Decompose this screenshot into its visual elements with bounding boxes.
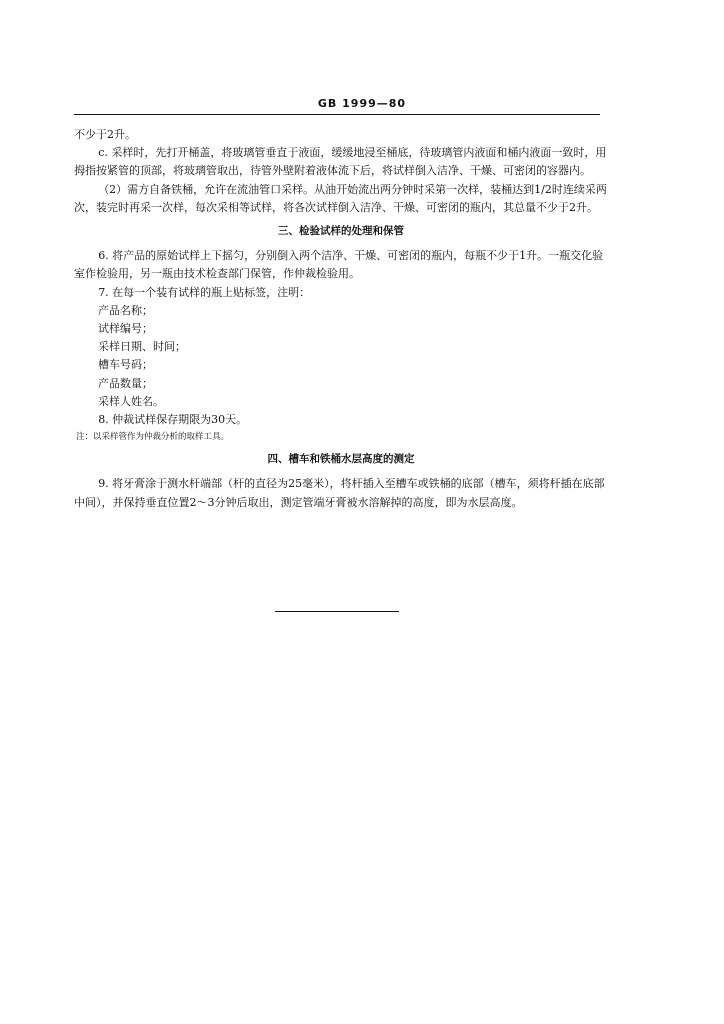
paragraph-c: c. 采样时，先打开桶盖，将玻璃管垂直于液面，缓缓地浸至桶底，待玻璃管内液面和桶内液面一致时，用拇指按紧管的顶部，将玻璃管取出，待管外壁附着液体流下后，将试样倒入洁净、干燥、可密闭的容器内。 — [74, 146, 607, 178]
label-field-sampler-name: 采样人姓名。 — [98, 394, 164, 408]
paragraph-9: 9. 将牙膏涂于测水杆端部（杆的直径为25毫米），将杆插入至槽车或铁桶的底部（槽车，须将杆插在底部中间），并保持垂直位置2～3分钟后取出，测定管端牙膏被水溶解掉的高度，即为水层高度。 — [74, 477, 605, 509]
section-heading-4: 四、槽车和铁桶水层高度的测定 — [267, 453, 415, 466]
paragraph-continuation: 不少于2升。 — [74, 128, 136, 141]
label-field-product-name: 产品名称； — [98, 303, 153, 317]
paragraph-8: 8. 仲裁试样保存期限为30天。 — [98, 413, 248, 427]
label-field-product-quantity: 产品数量； — [98, 376, 153, 390]
standard-number-header: GB 1999—80 — [317, 97, 407, 110]
label-field-sampling-date: 采样日期、时间； — [98, 340, 186, 354]
header-rule — [74, 114, 600, 115]
paragraph-7: 7. 在每一个装有试样的瓶上贴标签，注明： — [98, 285, 311, 299]
paragraph-2: （2）需方自备铁桶，允许在流油管口采样。从油开始流出两分钟时采第一次样，装桶达到1/2时连续采两次，装完时再采一次样，每次采相等试样，将各次试样倒入洁净、干燥、可密闭的瓶内，其总量不少于2升。 — [74, 182, 607, 214]
paragraph-6: 6. 将产品的原始试样上下摇匀，分别倒入两个洁净、干燥、可密闭的瓶内，每瓶不少于1升。一瓶交化验室作检验用，另一瓶由技术检查部门保管，作仲裁检验用。 — [74, 249, 604, 281]
end-rule — [275, 611, 399, 612]
section-heading-3: 三、检验试样的处理和保管 — [278, 225, 404, 238]
document-body — [74, 126, 608, 512]
label-field-tank-car-number: 槽车号码； — [98, 358, 153, 372]
label-field-sample-number: 试样编号； — [98, 322, 153, 336]
note: 注：以采样管作为仲裁分析的取样工具。 — [76, 432, 230, 443]
